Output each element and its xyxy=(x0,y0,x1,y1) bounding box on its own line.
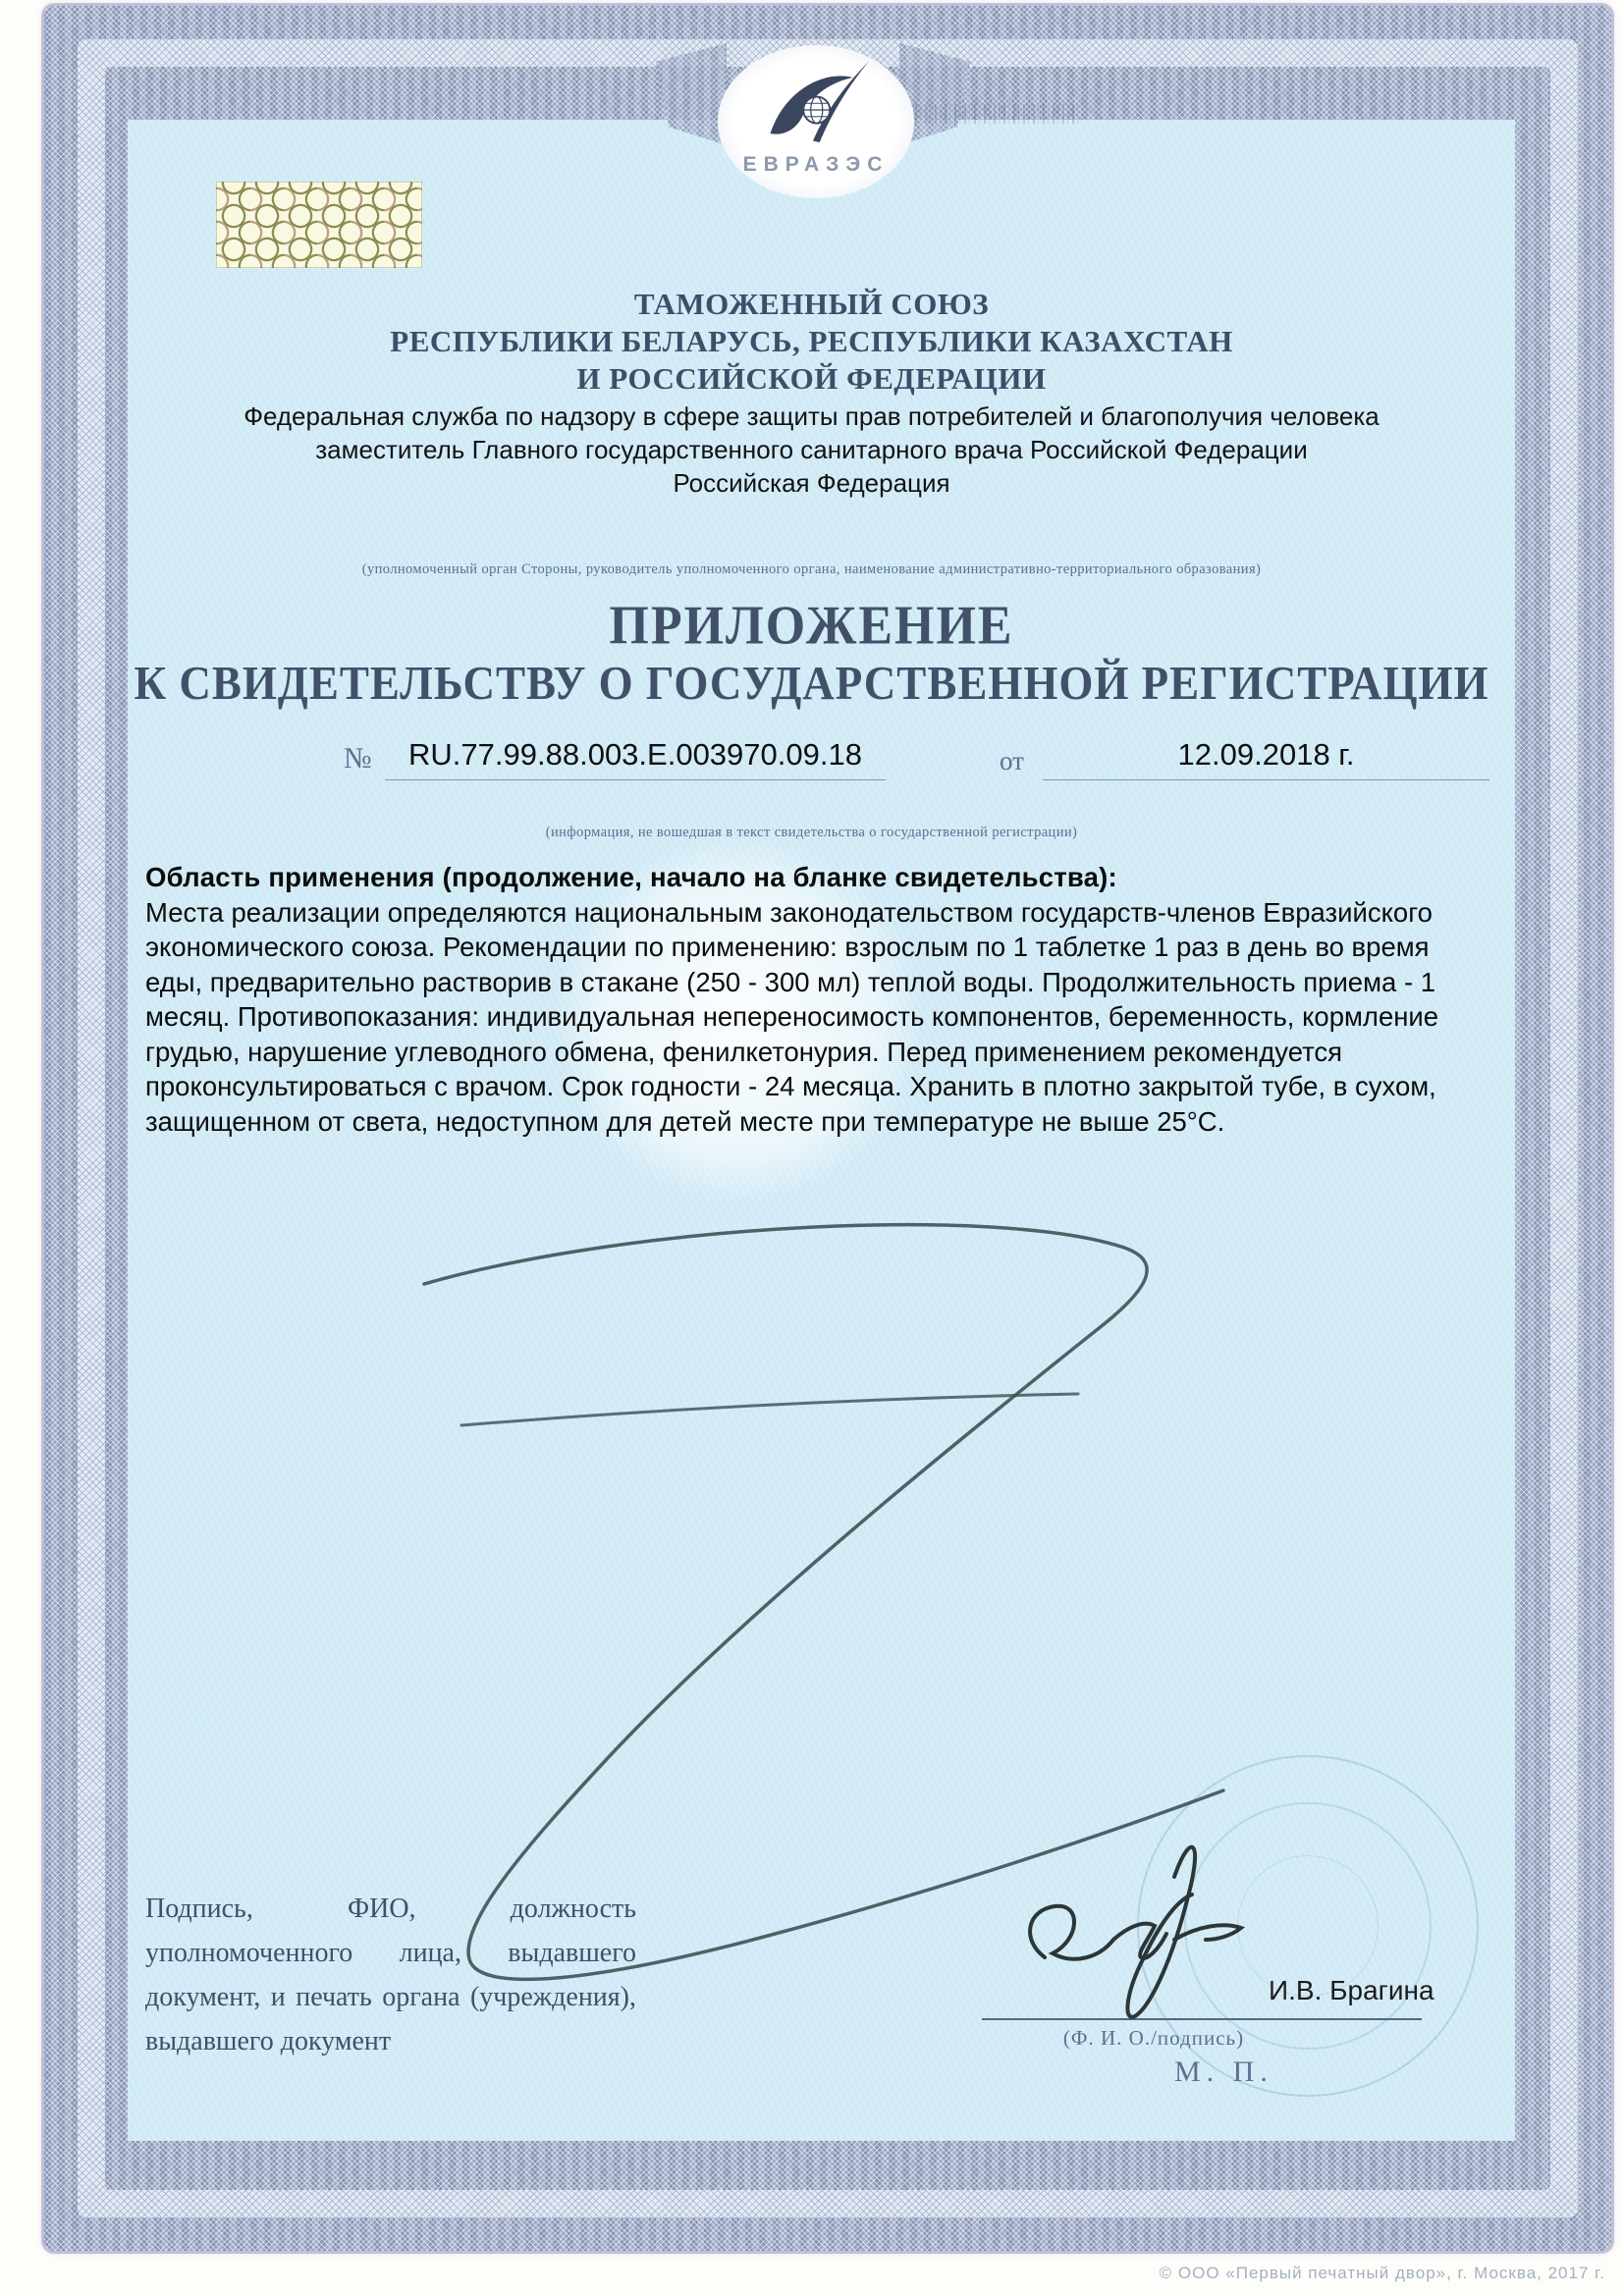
union-line2: РЕСПУБЛИКИ БЕЛАРУСЬ, РЕСПУБЛИКИ КАЗАХСТАН xyxy=(390,324,1233,358)
date-underline xyxy=(1043,779,1489,780)
security-lattice-pattern xyxy=(216,182,422,268)
registration-date: 12.09.2018 г. xyxy=(1177,737,1355,772)
signature-caption: (Ф. И. О./подпись) xyxy=(1062,2026,1245,2050)
info-caption: (информация, не вошедшая в текст свидетельства о государственной регистрации) xyxy=(545,825,1078,840)
number-underline xyxy=(385,779,886,780)
eurasec-swoosh-icon xyxy=(742,51,890,157)
date-label: от xyxy=(1000,746,1024,775)
document-title-line2: К СВИДЕТЕЛЬСТВУ О ГОСУДАРСТВЕННОЙ РЕГИСТРАЦИИ xyxy=(134,657,1489,710)
printer-note: © ООО «Первый печатный двор», г. Москва, 2017 г. xyxy=(1159,2264,1605,2282)
scope-paragraph: Места реализации определяются национальным законодательством государств-членов Евразийского экономического союза. Рекомендации по применению: взрослым по 1 таблетке 1 раз в день во время еды, предварительно растворив в стакане (250 - 300 мл) теплой воды. Продолжительность приема - 1 месяц. Противопоказания: индивидуальная непереносимость компонентов, беременность, кормление грудью, нарушение углеводного обмена, фенилкетонурия. Перед применением рекомендуется проконсультироваться с врачом. Срок годности - 24 месяца. Хранить в плотно закрытой тубе, в сухом, защищенном от света, недоступном для детей месте при температуре не выше 25°С. xyxy=(145,896,1439,1137)
signature-line xyxy=(982,2018,1422,2020)
number-label: № xyxy=(344,742,372,774)
stamp-placeholder: М. П. xyxy=(1174,2056,1273,2088)
agency-line2: заместитель Главного государственного санитарного врача Российской Федерации xyxy=(315,435,1308,464)
union-line3: И РОССИЙСКОЙ ФЕДЕРАЦИИ xyxy=(576,361,1047,396)
agency-line1: Федеральная служба по надзору в сфере защиты прав потребителей и благополучия человека xyxy=(243,401,1380,431)
authority-caption: (уполномоченный орган Стороны, руководитель уполномоченного органа, наименование административно-территориального образования) xyxy=(361,561,1262,577)
scope-of-use-block xyxy=(145,860,1461,1139)
scope-heading: Область применения (продолжение, начало на бланке свидетельства): xyxy=(145,862,1117,892)
registration-number: RU.77.99.88.003.E.003970.09.18 xyxy=(408,737,862,772)
signer-name: И.В. Брагина xyxy=(1269,1975,1434,2005)
eurasec-label: ЕВРАЗЭС xyxy=(742,153,890,176)
document-title-line1: ПРИЛОЖЕНИЕ xyxy=(609,595,1014,657)
agency-line3: Российская Федерация xyxy=(673,468,950,498)
eurasec-emblem xyxy=(718,45,914,198)
signature-block-caption: Подпись, ФИО, должность уполномоченного лица, выдавшего документ, и печать органа (учреждения), выдавшего документ xyxy=(145,1894,636,2056)
union-line1: ТАМОЖЕННЫЙ СОЮЗ xyxy=(633,287,990,321)
